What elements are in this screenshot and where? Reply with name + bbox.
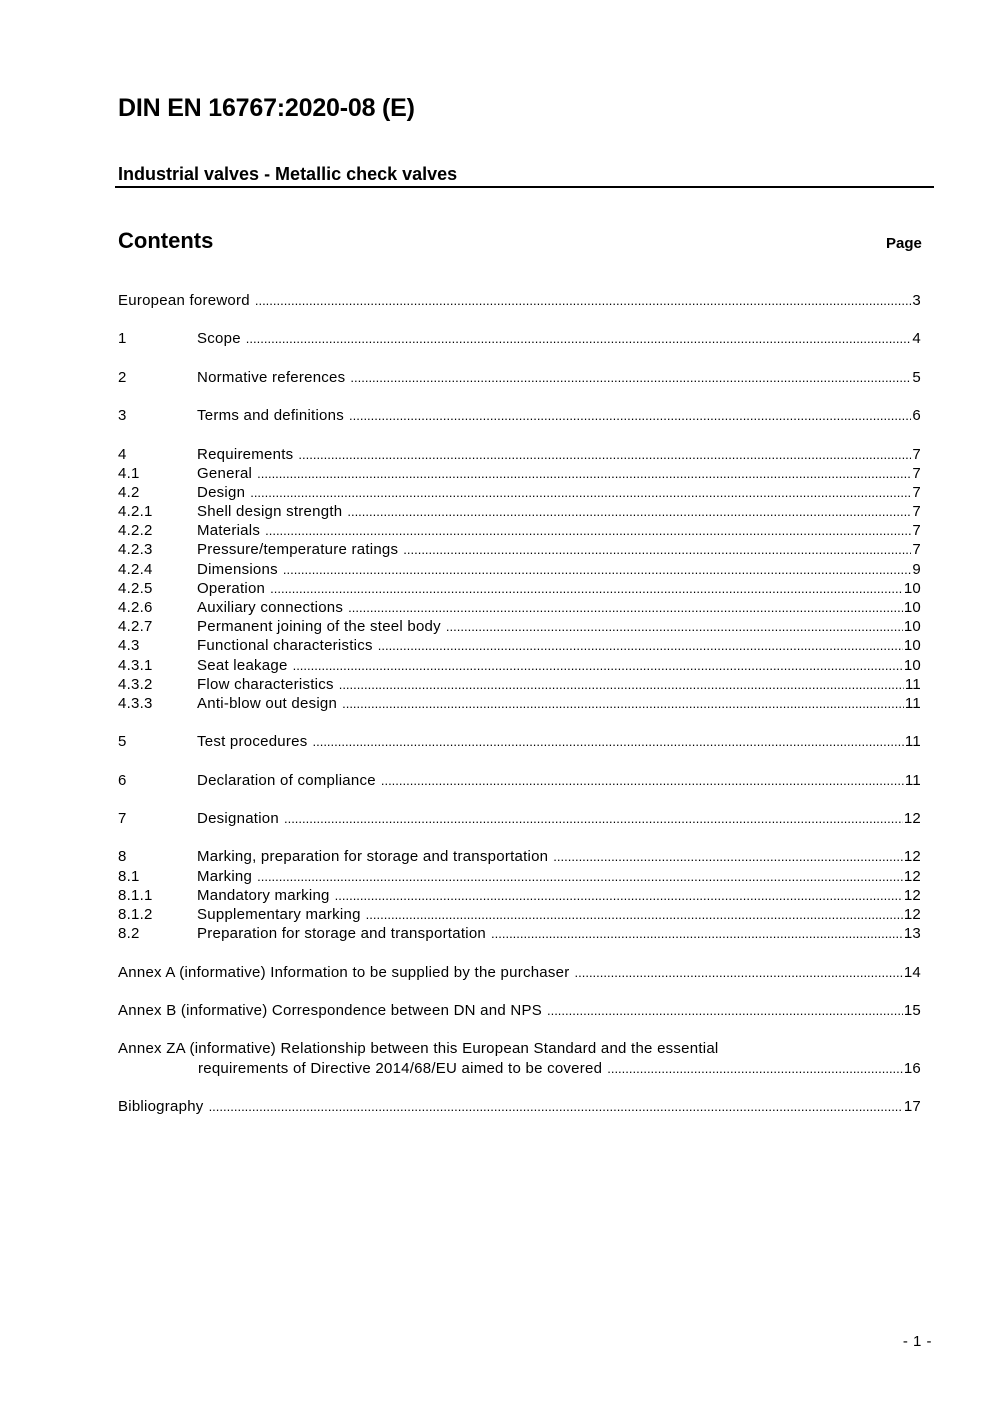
toc-leader-dots — [209, 1097, 903, 1116]
toc-entry-page: 7 — [912, 541, 921, 559]
toc-entry-title: Shell design strength — [197, 503, 343, 521]
toc-leader-dots — [547, 1001, 903, 1020]
toc-entry-title: Dimensions — [197, 560, 278, 578]
toc-entry-number: 8.1.2 — [118, 906, 153, 923]
toc-leader-dots — [366, 905, 903, 924]
toc-entry-number: 4.2.6 — [118, 599, 153, 616]
page-column-heading: Page — [886, 235, 922, 252]
toc-entry-number: 4.3 — [118, 637, 140, 655]
toc-entry-page: 12 — [903, 906, 921, 923]
toc-entry-page: 12 — [903, 810, 921, 828]
toc-entry-number: 4.2.5 — [118, 579, 153, 597]
toc-entry-page: 11 — [904, 771, 921, 789]
toc-entry-page: 10 — [903, 599, 921, 616]
toc-entry-european-foreword[interactable] — [118, 291, 921, 310]
toc-entry-number: 4.2.4 — [118, 560, 153, 578]
toc-entry-number: 8.1 — [118, 867, 140, 885]
toc-entry-page: 10 — [903, 656, 921, 674]
toc-entry-page: 12 — [903, 886, 921, 904]
toc-entry-number: 4.2.1 — [118, 503, 153, 521]
toc-entry-marking-preparation[interactable] — [118, 847, 921, 866]
toc-entry-title: Annex A (informative) Information to be supplied by the purchaser — [118, 963, 570, 981]
toc-entry-annex-b[interactable] — [118, 1001, 921, 1020]
toc-entry-page: 3 — [912, 292, 921, 309]
toc-entry-title: Marking — [197, 867, 253, 885]
toc-entry-annex-za-continuation[interactable] — [118, 1059, 921, 1078]
toc-entry-title: Operation — [197, 579, 266, 597]
toc-leader-dots — [246, 329, 912, 348]
toc-entry-page: 12 — [903, 867, 921, 885]
toc-entry-annex-za[interactable] — [118, 1039, 921, 1058]
toc-entry-title: Permanent joining of the steel body — [197, 618, 441, 636]
toc-entry-number: 4.3.3 — [118, 694, 153, 712]
toc-leader-dots — [255, 291, 912, 310]
toc-entry-page: 7 — [912, 445, 921, 463]
toc-entry-page: 10 — [903, 637, 921, 655]
toc-leader-dots — [348, 598, 903, 617]
toc-entry-title: Supplementary marking — [197, 906, 361, 923]
toc-entry-permanent-joining[interactable] — [118, 617, 921, 636]
toc-entry-page: 5 — [912, 368, 921, 386]
toc-leader-dots — [607, 1059, 903, 1078]
toc-entry-title-continuation: requirements of Directive 2014/68/EU aimed to be covered — [198, 1059, 603, 1077]
toc-leader-dots — [575, 963, 903, 982]
toc-entry-test-procedures[interactable] — [118, 732, 921, 751]
toc-entry-title: Requirements — [197, 445, 294, 463]
toc-entry-page: 16 — [903, 1059, 921, 1077]
toc-entry-title: Auxiliary connections — [197, 599, 344, 616]
toc-entry-seat-leakage[interactable] — [118, 656, 921, 675]
toc-entry-general[interactable] — [118, 464, 921, 483]
toc-leader-dots — [347, 502, 911, 521]
toc-entry-auxiliary-connections[interactable] — [118, 598, 921, 617]
toc-entry-terms-and-definitions[interactable] — [118, 406, 921, 425]
toc-leader-dots — [491, 924, 903, 943]
toc-entry-number: 8.2 — [118, 925, 140, 943]
toc-entry-bibliography[interactable] — [118, 1097, 921, 1116]
toc-entry-scope[interactable] — [118, 329, 921, 348]
toc-entry-pressure-temperature-ratings[interactable] — [118, 540, 921, 559]
table-of-contents — [118, 291, 921, 1116]
toc-entry-supplementary-marking[interactable] — [118, 905, 921, 924]
toc-entry-title: Test procedures — [197, 733, 308, 751]
toc-leader-dots — [283, 560, 912, 579]
toc-entry-title: Mandatory marking — [197, 886, 330, 904]
toc-entry-flow-characteristics[interactable] — [118, 675, 921, 694]
toc-entry-requirements[interactable] — [118, 445, 921, 464]
toc-entry-page: 7 — [912, 522, 921, 540]
toc-leader-dots — [265, 521, 911, 540]
toc-entry-page: 11 — [904, 733, 921, 751]
toc-entry-normative-references[interactable] — [118, 368, 921, 387]
title-divider — [115, 186, 934, 188]
toc-entry-number: 2 — [118, 368, 127, 386]
toc-leader-dots — [381, 771, 904, 790]
toc-entry-preparation-storage[interactable] — [118, 924, 921, 943]
toc-leader-dots — [339, 675, 904, 694]
toc-entry-page: 10 — [903, 579, 921, 597]
toc-entry-number: 4.2.2 — [118, 522, 153, 540]
toc-leader-dots — [284, 809, 903, 828]
toc-entry-marking[interactable] — [118, 867, 921, 886]
toc-entry-number: 1 — [118, 330, 127, 348]
toc-entry-title: Terms and definitions — [197, 407, 344, 425]
toc-entry-page: 7 — [912, 503, 921, 521]
toc-leader-dots — [446, 617, 903, 636]
toc-entry-title: Annex ZA (informative) Relationship between this European Standard and the essential — [118, 1040, 719, 1058]
toc-leader-dots — [553, 847, 903, 866]
toc-entry-number: 4 — [118, 445, 127, 463]
toc-entry-title: Scope — [197, 330, 241, 348]
toc-entry-number: 4.2 — [118, 483, 140, 501]
toc-leader-dots — [270, 579, 903, 598]
toc-entry-page: 15 — [903, 1001, 921, 1019]
toc-entry-functional-characteristics[interactable] — [118, 636, 921, 655]
contents-heading: Contents — [118, 228, 214, 253]
toc-entry-operation[interactable] — [118, 579, 921, 598]
toc-entry-title: Flow characteristics — [197, 675, 334, 693]
toc-entry-number: 5 — [118, 733, 127, 751]
toc-leader-dots — [293, 656, 903, 675]
toc-entry-page: 6 — [912, 407, 921, 425]
toc-entry-title: Functional characteristics — [197, 637, 373, 655]
document-title: DIN EN 16767:2020-08 (E) — [118, 94, 415, 122]
toc-leader-dots — [257, 867, 903, 886]
toc-entry-anti-blow-out-design[interactable] — [118, 694, 921, 713]
toc-entry-designation[interactable] — [118, 809, 921, 828]
toc-entry-design[interactable] — [118, 483, 921, 502]
toc-entry-number: 4.3.1 — [118, 656, 153, 674]
toc-entry-title: Pressure/temperature ratings — [197, 541, 399, 559]
toc-entry-page: 7 — [912, 464, 921, 482]
page-number-footer: - 1 - — [902, 1333, 932, 1350]
toc-entry-page: 11 — [904, 675, 921, 693]
toc-entry-materials[interactable] — [118, 521, 921, 540]
toc-entry-title: Anti-blow out design — [197, 694, 338, 712]
toc-entry-page: 11 — [904, 694, 921, 712]
toc-leader-dots — [342, 694, 904, 713]
toc-entry-title: Marking, preparation for storage and transportation — [197, 848, 549, 866]
toc-entry-mandatory-marking[interactable] — [118, 886, 921, 905]
toc-leader-dots — [257, 464, 911, 483]
toc-entry-page: 7 — [912, 483, 921, 501]
toc-entry-title: Seat leakage — [197, 656, 288, 674]
toc-entry-number: 4.1 — [118, 464, 140, 482]
toc-entry-shell-design-strength[interactable] — [118, 502, 921, 521]
toc-entry-title: Preparation for storage and transportation — [197, 925, 487, 943]
toc-entry-dimensions[interactable] — [118, 560, 921, 579]
toc-entry-page: 14 — [903, 963, 921, 981]
toc-entry-page: 17 — [903, 1097, 921, 1115]
toc-entry-page: 9 — [912, 560, 921, 578]
toc-entry-number: 6 — [118, 771, 127, 789]
toc-leader-dots — [349, 406, 911, 425]
toc-entry-title: Declaration of compliance — [197, 771, 376, 789]
toc-entry-annex-a[interactable] — [118, 963, 921, 982]
toc-entry-number: 3 — [118, 407, 127, 425]
toc-entry-title: Normative references — [197, 368, 346, 386]
toc-leader-dots — [335, 886, 903, 905]
toc-leader-dots — [350, 368, 911, 387]
toc-entry-title: General — [197, 464, 253, 482]
document-subtitle: Industrial valves - Metallic check valves — [118, 164, 458, 184]
toc-leader-dots — [403, 540, 911, 559]
toc-leader-dots — [378, 636, 903, 655]
toc-entry-page: 13 — [903, 925, 921, 943]
toc-entry-title: Bibliography — [118, 1097, 204, 1115]
toc-entry-number: 8.1.1 — [118, 886, 153, 904]
toc-leader-dots — [250, 483, 911, 502]
toc-entry-title: Designation — [197, 810, 279, 828]
toc-entry-number: 8 — [118, 848, 127, 866]
toc-entry-title: European foreword — [118, 292, 250, 309]
toc-entry-page: 4 — [912, 330, 921, 348]
toc-entry-number: 7 — [118, 810, 127, 828]
toc-entry-title: Materials — [197, 522, 261, 540]
toc-entry-number: 4.3.2 — [118, 675, 153, 693]
toc-entry-declaration-of-compliance[interactable] — [118, 771, 921, 790]
toc-entry-number: 4.2.7 — [118, 618, 153, 636]
toc-entry-number: 4.2.3 — [118, 541, 153, 559]
toc-entry-page: 12 — [903, 848, 921, 866]
toc-leader-dots — [312, 732, 903, 751]
toc-leader-dots — [298, 445, 911, 464]
toc-entry-title: Design — [197, 483, 246, 501]
toc-entry-page: 10 — [903, 618, 921, 636]
toc-entry-title: Annex B (informative) Correspondence between DN and NPS — [118, 1001, 542, 1019]
